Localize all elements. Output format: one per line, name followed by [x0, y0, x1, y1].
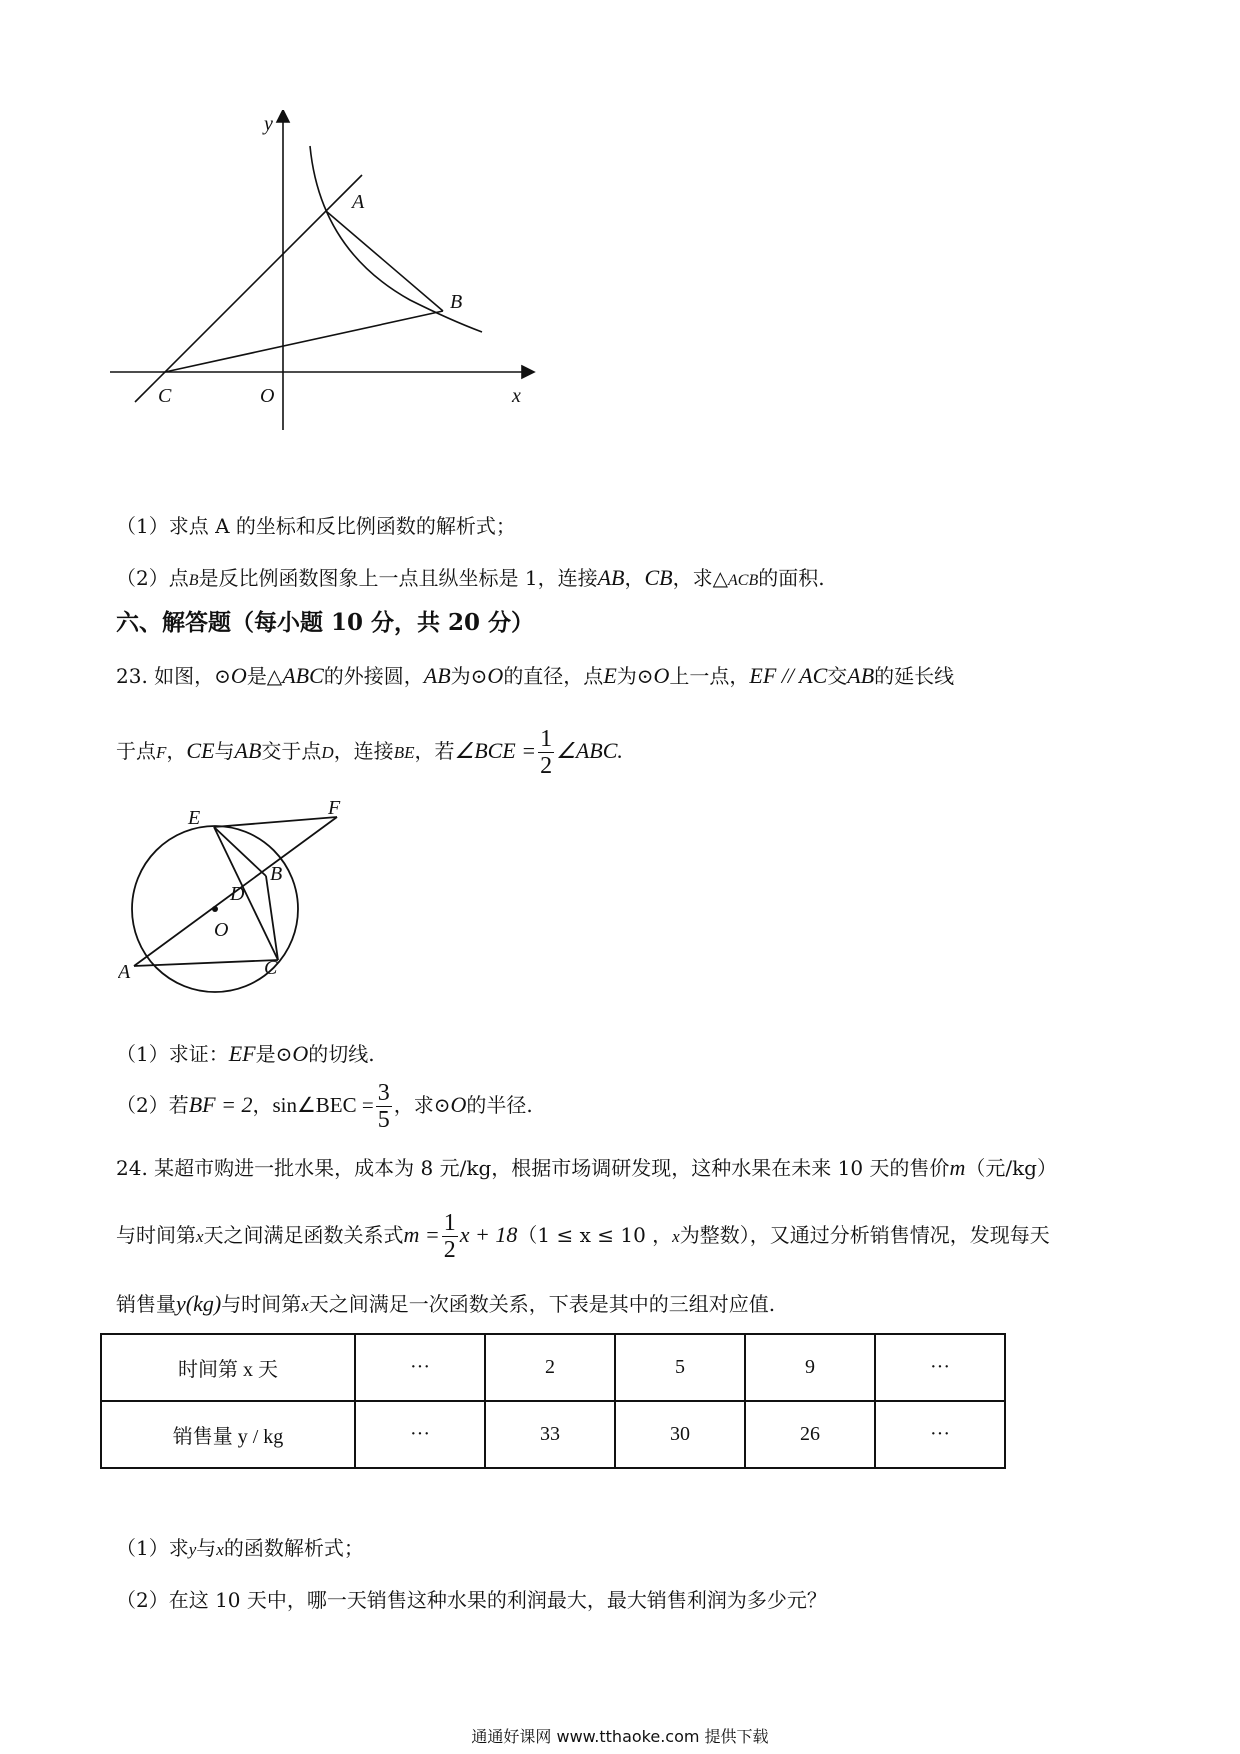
q22-sub2-g: ，求△: [672, 566, 729, 590]
q23-sub1-c: 是⊙: [255, 1042, 293, 1066]
label-o: O: [260, 385, 275, 407]
q23-l2-k: ，若: [414, 739, 455, 763]
q22-sub2-a: （2）点: [116, 566, 189, 590]
q23-l2-i: ，连接: [333, 739, 394, 763]
q24-l3-a: 销售量: [116, 1292, 176, 1316]
q23-l1-c: 是△: [246, 664, 283, 688]
segment-eb: [214, 827, 266, 876]
q24-sub1-b: 与: [196, 1536, 217, 1560]
figure-hyperbola-graph: [110, 110, 540, 440]
table-cell: 26: [745, 1401, 875, 1468]
line-ca: [135, 175, 362, 402]
segment-ef: [214, 817, 337, 827]
q23-l1-e: 的外接圆，: [323, 664, 424, 688]
label-b: B: [450, 291, 463, 313]
table-cell: 33: [485, 1401, 615, 1468]
q22-sub2-f: CB: [644, 565, 673, 590]
q24-line3: [116, 1290, 775, 1320]
q24-frac-den: 2: [443, 1237, 456, 1263]
q22-sub2-b: B: [188, 572, 199, 589]
table-cell: 5: [615, 1334, 745, 1401]
table-cell: 9: [745, 1334, 875, 1401]
label-c: C: [264, 957, 278, 979]
q24-l2-c: x + 18: [459, 1222, 518, 1247]
q23-sub2-num: 3: [377, 1080, 390, 1106]
table-row: [101, 1334, 1005, 1401]
q23-l2-d: CE: [186, 738, 215, 763]
q23-l1-l: O: [653, 663, 670, 688]
q23-l1-p: AB: [847, 663, 875, 688]
q24-l1: 24. 某超市购进一批水果，成本为 8 元/kg，根据市场调研发现，这种水果在未来 10 天的售价: [116, 1156, 950, 1180]
q24-line1: [116, 1154, 1057, 1182]
q24-sub1-c: 的函数解析式；: [223, 1536, 364, 1560]
label-f: F: [328, 800, 341, 819]
q24-l2-x2: x: [672, 1227, 680, 1246]
q24-l1-tail: （元/kg）: [965, 1156, 1057, 1180]
label-y: y: [264, 113, 273, 135]
q23-sub2-g: 的半径.: [466, 1093, 533, 1117]
q23-l2-n: .: [617, 738, 623, 763]
label-d: D: [230, 883, 245, 905]
q23-l1-m: 上一点，: [669, 664, 750, 688]
q24-l2-x: x: [196, 1227, 204, 1246]
y-axis-arrow: [277, 110, 289, 122]
q23-frac-den: 2: [540, 753, 553, 779]
label-b: B: [270, 863, 283, 885]
q22-sub2-c: 是反比例函数图象上一点且纵坐标是 1，连接: [198, 566, 598, 590]
q23-line2: [116, 722, 623, 782]
q23-sub1-e: 的切线.: [308, 1042, 375, 1066]
q23-l1-d: ABC: [282, 663, 324, 688]
q23-sub2-c: ，: [252, 1093, 273, 1117]
table-row: [101, 1401, 1005, 1468]
q24-line2: [116, 1206, 1050, 1266]
figure-circle-diagram: [118, 800, 358, 1000]
label-a: A: [118, 961, 131, 983]
q23-sub1-a: （1）求证：: [116, 1042, 229, 1066]
table-cell: ···: [875, 1334, 1005, 1401]
q24-l3-b: y(kg): [176, 1291, 222, 1316]
table-cell: 2: [485, 1334, 615, 1401]
q23-l2-a: 于点: [116, 739, 156, 763]
q23-sub2-den: 5: [377, 1107, 390, 1133]
section-6-heading: 六、解答题（每小题 10 分，共 20 分）: [116, 609, 535, 636]
center-dot-o: [212, 906, 218, 912]
q22-sub2-e: ，: [624, 566, 645, 590]
q23-l2-h: D: [321, 743, 334, 762]
q23-l2-e: 与: [214, 739, 235, 763]
table-cell: 销售量 y / kg: [101, 1401, 355, 1468]
q23-l1-a: 23. 如图，⊙: [116, 664, 231, 688]
q23-l1-f: AB: [423, 663, 451, 688]
q23-l1-o: 交: [827, 664, 848, 688]
q24-l2-d: （1 ≤ x ≤ 10 ，: [517, 1223, 673, 1247]
table-cell: 30: [615, 1401, 745, 1468]
table-cell: ···: [355, 1401, 485, 1468]
q23-sub2-e: ，求⊙: [393, 1093, 451, 1117]
q22-sub2-i: 的面积.: [758, 566, 825, 590]
segment-cb: [165, 311, 443, 372]
q24-l2-m: m =: [403, 1222, 440, 1247]
q24-sub1-a: （1）求: [116, 1536, 189, 1560]
q23-sub2-d: sin∠BEC =: [272, 1093, 374, 1117]
q24-l3-d: 天之间满足一次函数关系，下表是其中的三组对应值.: [308, 1292, 776, 1316]
q24-l2-a: 与时间第: [116, 1223, 196, 1247]
q22-sub2-d: AB: [597, 565, 625, 590]
q22-sub1: （1）求点 A 的坐标和反比例函数的解析式；: [116, 514, 516, 538]
q24-l1-m: m: [949, 1155, 966, 1180]
q24-l3-x: x: [301, 1296, 309, 1315]
q22-sub2-h: ACB: [728, 572, 759, 589]
q23-l1-k: 为⊙: [616, 664, 654, 688]
label-e: E: [188, 807, 201, 829]
q23-l2-c: ，: [166, 739, 187, 763]
label-a: A: [352, 191, 365, 213]
q23-sub2: [116, 1076, 533, 1134]
q24-l2-b: 天之间满足函数关系式: [203, 1223, 404, 1247]
q23-l2-l: ∠BCE =: [454, 738, 537, 763]
q24-l2-e: 为整数），又通过分析销售情况，发现每天: [679, 1223, 1050, 1247]
q23-sub1-d: O: [292, 1041, 309, 1066]
table-cell: ···: [875, 1401, 1005, 1468]
q23-sub2-b: BF = 2: [188, 1092, 253, 1117]
q24-sub1: [116, 1534, 364, 1564]
q23-l1-g: 为⊙: [450, 664, 488, 688]
q23-sub2-f: O: [450, 1092, 467, 1117]
table-cell: ···: [355, 1334, 485, 1401]
q24-frac-num: 1: [443, 1210, 456, 1236]
q23-l2-m: ∠ABC: [556, 738, 618, 763]
sales-table: [100, 1333, 1006, 1469]
q23-sub1-b: EF: [228, 1041, 256, 1066]
q23-line1: [116, 662, 954, 690]
x-axis-arrow: [522, 366, 534, 378]
label-x: x: [512, 385, 521, 407]
q24-sub1-x: x: [216, 1540, 224, 1559]
q22-sub2: [116, 564, 825, 595]
segment-ab: [326, 211, 443, 311]
segment-ac: [134, 960, 278, 966]
q24-l3-c: 与时间第: [221, 1292, 302, 1316]
q23-l1-b: O: [230, 663, 247, 688]
page-footer: 通通好课网 www.tthaoke.com 提供下载: [471, 1727, 769, 1746]
q24-sub1-y: y: [188, 1540, 197, 1559]
q23-l2-g: 交于点: [261, 739, 322, 763]
q23-l1-n: EF // AC: [749, 663, 828, 688]
q24-fraction-half: [442, 1210, 458, 1263]
q23-frac-num: 1: [540, 726, 553, 752]
q23-sub2-a: （2）若: [116, 1093, 189, 1117]
label-o: O: [214, 919, 229, 941]
q23-l2-f: AB: [234, 738, 262, 763]
table-cell: 时间第 x 天: [101, 1334, 355, 1401]
q23-l1-h: O: [487, 663, 504, 688]
q23-fraction-half: [538, 726, 554, 779]
q23-fraction-three-fifths: [376, 1080, 392, 1133]
q24-sub2: （2）在这 10 天中，哪一天销售这种水果的利润最大，最大销售利润为多少元？: [116, 1588, 827, 1612]
q23-l1-i: 的直径，点: [503, 664, 604, 688]
q23-l2-j: BE: [393, 743, 415, 762]
q23-l2-b: F: [156, 743, 167, 762]
label-c: C: [158, 385, 172, 407]
q23-l1-j: E: [603, 663, 617, 688]
q23-sub1: [116, 1040, 375, 1068]
q23-l1-q: 的延长线: [874, 664, 955, 688]
